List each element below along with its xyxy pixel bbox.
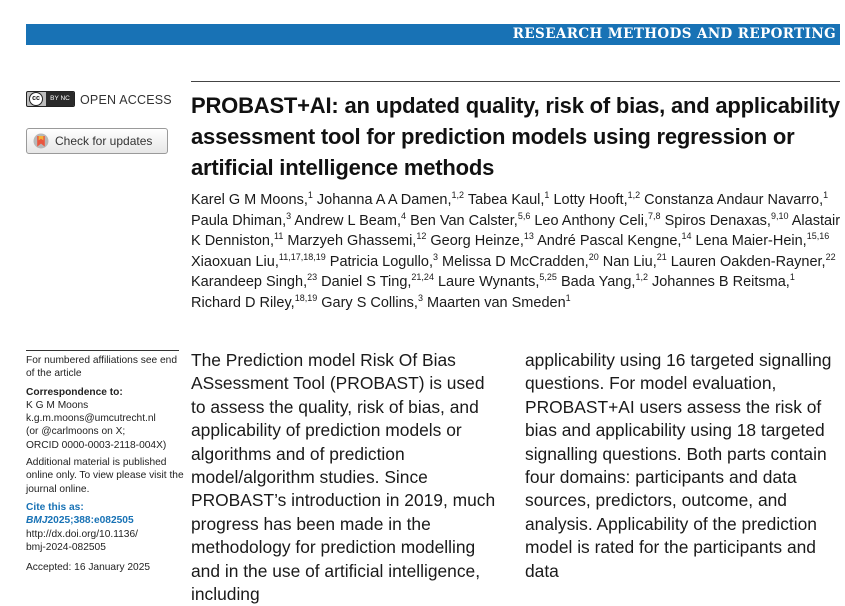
author [191, 210, 292, 229]
author-name: Laure Wynants, [437, 274, 540, 291]
author-name: Marzyeh Ghassemi, [287, 233, 417, 250]
author [442, 251, 599, 270]
cc-license-badge [26, 91, 75, 107]
author [553, 192, 640, 208]
correspondence-block [26, 386, 184, 452]
cc-icon: cc [29, 92, 43, 106]
author-affiliation: 5,25 [539, 272, 557, 283]
author [561, 274, 648, 290]
author-name: Richard D Riley, [191, 294, 295, 311]
author-affiliation: 3 [417, 293, 423, 304]
author [670, 251, 836, 270]
cite-label: Cite this as: [26, 501, 84, 513]
author-affiliation: 1 [307, 190, 313, 201]
author-name: Karandeep Singh, [191, 274, 308, 291]
author-name: Maarten van Smeden [427, 294, 566, 311]
check-for-updates-label: Check for updates [55, 134, 153, 148]
author-affiliation: 12 [416, 231, 427, 242]
author-affiliation: 4 [401, 210, 407, 221]
author-name: Georg Heinze, [430, 233, 524, 250]
author [537, 233, 691, 249]
author-name: Patricia Logullo, [329, 253, 433, 270]
author-name: Johanna A A Damen, [316, 192, 452, 208]
author-affiliation: 1 [823, 190, 829, 201]
author-affiliation: 21 [656, 251, 667, 262]
author-name: Bada Yang, [560, 274, 636, 291]
author [191, 274, 317, 290]
author-name: Spiros Denaxas, [664, 212, 771, 229]
author-name: André Pascal Kengne, [537, 233, 682, 250]
title-divider [191, 81, 840, 82]
author-affiliation: 11 [274, 231, 284, 242]
author-affiliation: 3 [432, 251, 438, 262]
correspondence-email[interactable]: k.g.m.moons@umcutrecht.nl [26, 413, 156, 425]
article-sidebar [26, 354, 184, 579]
author [438, 274, 557, 290]
author-affiliation: 7,8 [648, 210, 661, 221]
author-name: Andrew L Beam, [294, 212, 402, 229]
correspondence-orcid[interactable]: ORCID 0000-0003-2118-004X) [26, 439, 167, 451]
cite-ref: 2025;388:e082505 [47, 515, 134, 527]
check-for-updates-button[interactable] [26, 128, 168, 154]
author-name: Leo Anthony Celi, [534, 212, 649, 229]
correspondence-name: K G M Moons [26, 399, 89, 411]
author-affiliation: 1,2 [451, 190, 465, 201]
author [294, 210, 407, 229]
author-affiliation: 14 [681, 231, 692, 242]
author-name: Constanza Andaur Navarro, [644, 192, 824, 208]
sidebar-divider [26, 350, 179, 351]
author-affiliation: 20 [588, 251, 599, 262]
author [191, 295, 317, 311]
accepted-label: Accepted: [26, 562, 72, 574]
author-affiliation: 21,24 [411, 272, 434, 283]
author-affiliation: 1 [789, 272, 795, 283]
author-name: Nan Liu, [602, 253, 657, 270]
author [652, 274, 795, 290]
doi-link[interactable]: http://dx.doi.org/10.1136/ [26, 528, 138, 540]
author-affiliation: 23 [307, 272, 318, 283]
correspondence-social: (or @carlmoons on X; [26, 426, 126, 438]
author-name: Johannes B Reitsma, [651, 274, 790, 291]
author-name: Lotty Hooft, [553, 192, 628, 208]
author [321, 274, 434, 290]
author-name: Ben Van Calster, [410, 212, 518, 229]
author-affiliation: 22 [825, 251, 836, 262]
open-access-label: OPEN ACCESS [80, 93, 172, 107]
cite-journal: BMJ [26, 515, 48, 527]
correspondence-label: Correspondence to: [26, 386, 123, 398]
author [317, 192, 464, 208]
author [695, 233, 829, 249]
author-affiliation: 9,10 [770, 210, 789, 221]
author-list [191, 190, 841, 314]
by-nc-icon: BY NC [46, 92, 74, 106]
doi-link-cont[interactable]: bmj-2024-082505 [26, 541, 106, 553]
author [664, 210, 789, 229]
author [191, 251, 326, 270]
accepted-date [26, 561, 184, 574]
section-banner: RESEARCH METHODS AND REPORTING [26, 24, 840, 45]
author-name: Lauren Oakden-Rayner, [670, 253, 826, 270]
author [329, 251, 438, 270]
author-affiliation: 5,6 [517, 210, 531, 221]
citation-block [26, 501, 184, 554]
article-title: PROBAST+AI: an updated quality, risk of bias, and applicability assessment tool for prediction models using regression or artificial intelligence methods [191, 93, 840, 180]
author-name: Daniel S Ting, [321, 274, 412, 291]
author-name: Tabea Kaul, [467, 192, 545, 208]
author [534, 210, 661, 229]
author-affiliation: 1 [544, 190, 550, 201]
additional-material-note: Additional material is published online only. To view please visit the journal online. [26, 457, 184, 495]
author-name: Melissa D McCradden, [442, 253, 589, 270]
author-affiliation: 13 [523, 231, 534, 242]
accepted-value: 16 January 2025 [74, 562, 151, 574]
author-affiliation: 1,2 [635, 272, 648, 283]
author-name: Xiaoxuan Liu, [191, 253, 279, 270]
author-name: Alastair K Denniston, [191, 212, 841, 250]
author [287, 233, 426, 249]
affiliations-note: For numbered affiliations see end of the article [26, 355, 178, 380]
author [644, 192, 828, 208]
author [410, 210, 531, 229]
author-name: Lena Maier-Hein, [695, 233, 807, 250]
author [427, 295, 571, 311]
author-name: Paula Dhiman, [191, 212, 287, 229]
author [191, 192, 313, 208]
author-name: Gary S Collins, [321, 294, 418, 311]
author-affiliation: 18,19 [294, 293, 318, 304]
author-affiliation: 1 [565, 293, 571, 304]
author-affiliation: 3 [286, 210, 292, 221]
abstract-column-2: applicability using 16 targeted signalling questions. For model evaluation, PROBAST+AI users assess the risk of bias and applicability using 18 targeted signalling questions. Both parts contain four domains: participants and data sources, predictors, outcome, and analysis. Applicability of the prediction model is rated for the participants and data [525, 350, 832, 581]
author [468, 192, 550, 208]
author-name: Karel G M Moons, [191, 192, 308, 208]
author-affiliation: 15,16 [806, 231, 830, 242]
author [602, 251, 667, 270]
author [321, 295, 423, 311]
crossmark-icon [33, 133, 49, 149]
author-affiliation: 11,17,18,19 [278, 251, 326, 262]
abstract-column-1: The Prediction model Risk Of Bias ASsessment Tool (PROBAST) is used to assess the quality, risk of bias, and applicability of prediction models or algorithms and of prediction model/algorithm studies. Since PROBAST’s introduction in 2019, much progress has been made in the methodology for prediction modelling and in the use of artificial intelligence, including [191, 350, 496, 605]
author [430, 233, 534, 249]
author-affiliation: 1,2 [627, 190, 641, 201]
